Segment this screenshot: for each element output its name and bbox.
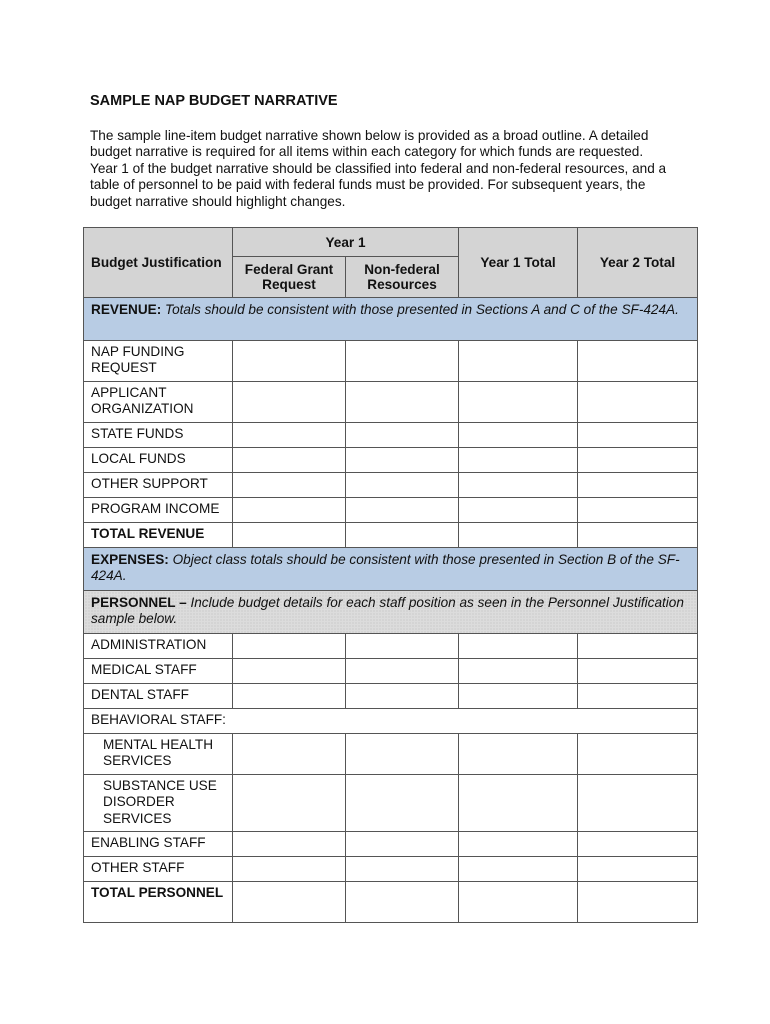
- personnel-band-cell: [84, 591, 698, 634]
- federal-grant-cell[interactable]: [233, 498, 346, 523]
- year1-total-cell[interactable]: [459, 832, 578, 857]
- revenue-label: REVENUE:: [91, 302, 162, 317]
- row-label: SUBSTANCE USE DISORDER SERVICES: [84, 775, 233, 832]
- federal-grant-cell[interactable]: [233, 423, 346, 448]
- year1-total-cell[interactable]: [459, 882, 578, 923]
- row-label: NAP FUNDING REQUEST: [84, 341, 233, 382]
- table-row: [84, 659, 698, 684]
- intro-paragraph: [90, 128, 690, 210]
- year2-total-cell[interactable]: [578, 382, 698, 423]
- total-personnel-label: TOTAL PERSONNEL: [84, 882, 233, 923]
- federal-grant-cell[interactable]: [233, 341, 346, 382]
- federal-grant-cell[interactable]: [233, 882, 346, 923]
- federal-grant-cell[interactable]: [233, 523, 346, 548]
- table-row: [84, 634, 698, 659]
- table-row: [84, 498, 698, 523]
- row-label: OTHER SUPPORT: [84, 473, 233, 498]
- row-label: ADMINISTRATION: [84, 634, 233, 659]
- federal-grant-cell[interactable]: [233, 684, 346, 709]
- federal-grant-cell[interactable]: [233, 832, 346, 857]
- header-federal-grant-request: Federal Grant Request: [233, 257, 346, 298]
- federal-grant-cell[interactable]: [233, 734, 346, 775]
- header-row: [84, 228, 698, 257]
- federal-grant-cell[interactable]: [233, 659, 346, 684]
- table-row: [84, 832, 698, 857]
- year1-total-cell[interactable]: [459, 684, 578, 709]
- table-row: [84, 709, 698, 734]
- revenue-band-cell: [84, 298, 698, 341]
- table-row: [84, 473, 698, 498]
- year2-total-cell[interactable]: [578, 734, 698, 775]
- year1-total-cell[interactable]: [459, 775, 578, 832]
- total-revenue-label: TOTAL REVENUE: [84, 523, 233, 548]
- behavioral-staff-label: BEHAVIORAL STAFF:: [84, 709, 698, 734]
- intro-line: The sample line-item budget narrative shown below is provided as a broad outline. A detailed: [90, 128, 649, 143]
- federal-grant-cell[interactable]: [233, 775, 346, 832]
- year1-total-cell[interactable]: [459, 523, 578, 548]
- year1-total-cell[interactable]: [459, 634, 578, 659]
- table-row: [84, 734, 698, 775]
- table-row: [84, 882, 698, 923]
- revenue-note: Totals should be consistent with those presented in Sections A and C of the SF-424A.: [161, 302, 679, 317]
- federal-grant-cell[interactable]: [233, 448, 346, 473]
- expenses-band-cell: [84, 548, 698, 591]
- row-label: DENTAL STAFF: [84, 684, 233, 709]
- year2-total-cell[interactable]: [578, 423, 698, 448]
- non-federal-cell[interactable]: [346, 423, 459, 448]
- row-label: STATE FUNDS: [84, 423, 233, 448]
- year2-total-cell[interactable]: [578, 634, 698, 659]
- non-federal-cell[interactable]: [346, 775, 459, 832]
- year2-total-cell[interactable]: [578, 775, 698, 832]
- year2-total-cell[interactable]: [578, 341, 698, 382]
- non-federal-cell[interactable]: [346, 498, 459, 523]
- document-title: SAMPLE NAP BUDGET NARRATIVE: [90, 93, 338, 109]
- intro-line: Year 1 of the budget narrative should be classified into federal and non-federal resources, and a: [90, 160, 667, 176]
- year1-total-cell[interactable]: [459, 448, 578, 473]
- federal-grant-cell[interactable]: [233, 634, 346, 659]
- table-row: [84, 423, 698, 448]
- header-budget-justification: Budget Justification: [84, 228, 233, 298]
- expenses-label: EXPENSES:: [91, 552, 169, 567]
- non-federal-cell[interactable]: [346, 882, 459, 923]
- year2-total-cell[interactable]: [578, 523, 698, 548]
- non-federal-cell[interactable]: [346, 382, 459, 423]
- federal-grant-cell[interactable]: [233, 382, 346, 423]
- year2-total-cell[interactable]: [578, 857, 698, 882]
- year1-total-cell[interactable]: [459, 423, 578, 448]
- row-label: ENABLING STAFF: [84, 832, 233, 857]
- intro-line: table of personnel to be paid with federal funds must be provided. For subsequent years, the: [90, 177, 646, 193]
- non-federal-cell[interactable]: [346, 473, 459, 498]
- year1-total-cell[interactable]: [459, 734, 578, 775]
- revenue-band: [84, 298, 698, 341]
- row-label: OTHER STAFF: [84, 857, 233, 882]
- budget-table: [83, 227, 698, 923]
- row-label: PROGRAM INCOME: [84, 498, 233, 523]
- table-row: [84, 448, 698, 473]
- year1-total-cell[interactable]: [459, 473, 578, 498]
- non-federal-cell[interactable]: [346, 659, 459, 684]
- year2-total-cell[interactable]: [578, 473, 698, 498]
- non-federal-cell[interactable]: [346, 832, 459, 857]
- year1-total-cell[interactable]: [459, 382, 578, 423]
- non-federal-cell[interactable]: [346, 857, 459, 882]
- table-row: [84, 775, 698, 832]
- year1-total-cell[interactable]: [459, 857, 578, 882]
- table-row: [84, 523, 698, 548]
- federal-grant-cell[interactable]: [233, 473, 346, 498]
- non-federal-cell[interactable]: [346, 341, 459, 382]
- non-federal-cell[interactable]: [346, 734, 459, 775]
- non-federal-cell[interactable]: [346, 684, 459, 709]
- year2-total-cell[interactable]: [578, 498, 698, 523]
- year1-total-cell[interactable]: [459, 341, 578, 382]
- row-label: MEDICAL STAFF: [84, 659, 233, 684]
- year2-total-cell[interactable]: [578, 659, 698, 684]
- year1-total-cell[interactable]: [459, 498, 578, 523]
- personnel-label: PERSONNEL –: [91, 595, 187, 610]
- header-non-federal-resources: Non-federal Resources: [346, 257, 459, 298]
- intro-line: budget narrative should highlight changes.: [90, 193, 346, 209]
- non-federal-cell[interactable]: [346, 634, 459, 659]
- personnel-note: Include budget details for each staff position as seen in the Personnel Justification sample below.: [91, 595, 684, 627]
- intro-line: budget narrative is required for all items within each category for which funds are requested.: [90, 144, 644, 160]
- table-row: [84, 684, 698, 709]
- year2-total-cell[interactable]: [578, 882, 698, 923]
- year1-total-cell[interactable]: [459, 659, 578, 684]
- personnel-band: [84, 591, 698, 634]
- header-year1: Year 1: [233, 228, 459, 257]
- header-year2-total: Year 2 Total: [578, 228, 698, 298]
- year2-total-cell[interactable]: [578, 448, 698, 473]
- federal-grant-cell[interactable]: [233, 857, 346, 882]
- year2-total-cell[interactable]: [578, 832, 698, 857]
- table-row: [84, 857, 698, 882]
- expenses-note: Object class totals should be consistent with those presented in Section B of the SF-424A.: [91, 552, 680, 584]
- non-federal-cell[interactable]: [346, 448, 459, 473]
- year2-total-cell[interactable]: [578, 684, 698, 709]
- row-label: APPLICANT ORGANIZATION: [84, 382, 233, 423]
- header-year1-total: Year 1 Total: [459, 228, 578, 298]
- table-row: [84, 341, 698, 382]
- row-label: LOCAL FUNDS: [84, 448, 233, 473]
- table-row: [84, 382, 698, 423]
- expenses-band: [84, 548, 698, 591]
- non-federal-cell[interactable]: [346, 523, 459, 548]
- row-label: MENTAL HEALTH SERVICES: [84, 734, 233, 775]
